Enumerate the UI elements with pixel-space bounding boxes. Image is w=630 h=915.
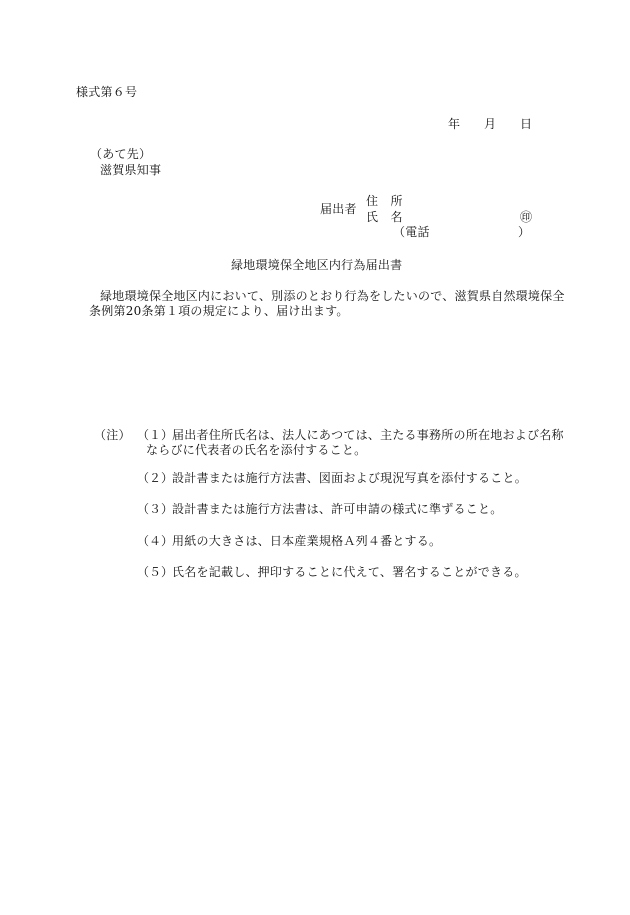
note-text: 設計書または施行方法書は、許可申請の様式に準ずること。 [172,502,503,516]
note-text: 用紙の大きさは、日本産業規格Ａ列４番とする。 [172,534,442,548]
document-title: 緑地環境保全地区内行為届出書 [231,258,403,272]
address-label: 住 所 [366,194,403,208]
note-number: （４） [137,534,174,548]
seal-mark: ㊞ [520,210,533,224]
date-day-label: 日 [520,117,533,131]
addressee-prefix: （あて先） [90,147,152,161]
date-year-label: 年 [448,117,461,131]
phone-open-label: （電話 [393,225,430,239]
note-number: （５） [137,565,174,579]
notes-label: （注） [94,428,131,442]
note-text: 設計書または施行方法書、図面および現況写真を添付すること。 [172,471,527,485]
note-text: 届出者住所氏名は、法人にあつては、主たる事務所の所在地および名称 [172,428,564,442]
note-text: 氏名を記載し、押印することに代えて、署名することができる。 [172,565,527,579]
body-line-1: 緑地環境保全地区内において、別添のとおり行為をしたいので、滋賀県自然環境保全 [100,289,565,303]
addressee-name: 滋賀県知事 [100,163,162,177]
name-label: 氏 名 [366,210,403,224]
body-line-2: 条例第20条第１項の規定により、届け出ます。 [89,304,349,318]
note-number: （１） [137,428,174,442]
note-text-continuation: ならびに代表者の氏名を添付すること。 [146,443,367,457]
applicant-label: 届出者 [320,202,357,216]
form-number: 様式第６号 [76,85,138,99]
note-number: （３） [137,502,174,516]
phone-close-label: ） [518,225,531,239]
note-number: （２） [137,471,174,485]
date-month-label: 月 [484,117,497,131]
